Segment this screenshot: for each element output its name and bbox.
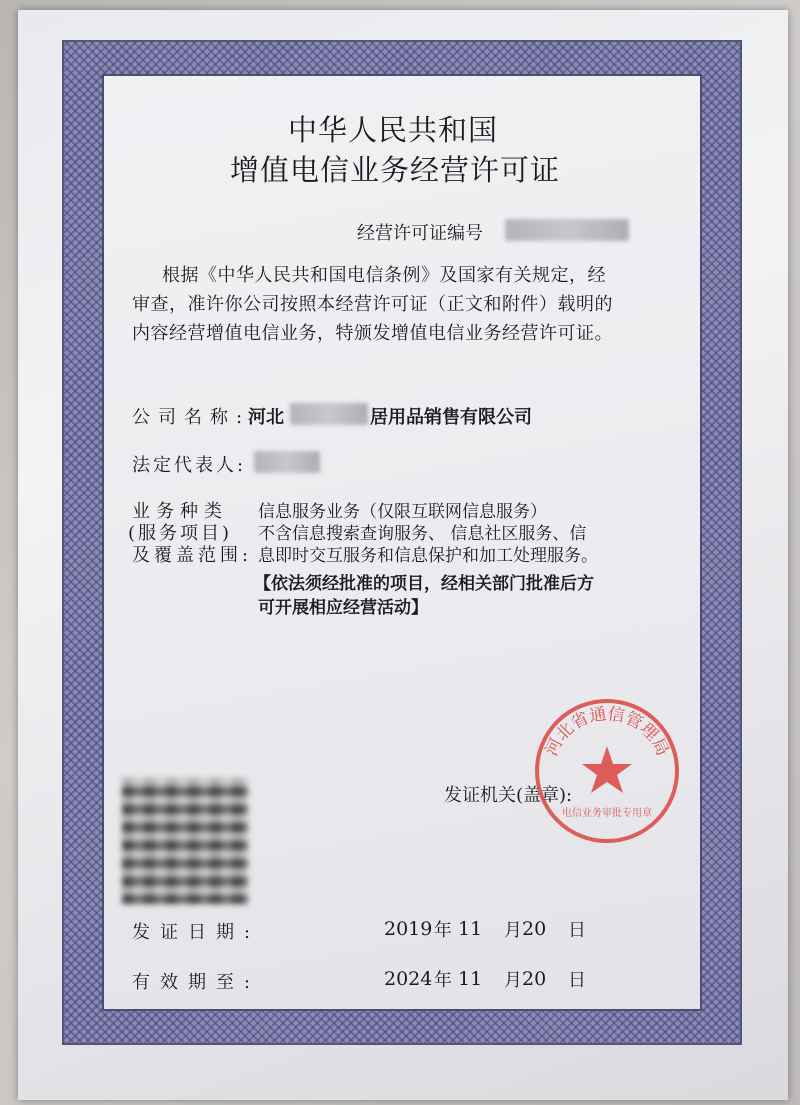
valid-until-label: 有效期至: [132,972,261,993]
valid-until-year: 2024 [384,968,433,990]
paragraph-line-1: 根据《中华人民共和国电信条例》及国家有关规定，经 [162,265,606,286]
issue-date-month: 11 [458,918,483,940]
issue-date-day: 20 [522,918,547,940]
issue-date-year-char: 年 [434,920,452,941]
business-label-line-2: (服务项目) [128,523,233,544]
issue-date-label: 发证日期: [132,922,261,943]
company-name-prefix: 河北 [248,407,284,428]
seal-bottom-text: 电信业务审批专用章 [562,808,652,819]
star-icon [582,746,632,793]
business-label-line-1: 业务种类 [132,501,228,522]
title-line-1: 中华人民共和国 [288,113,499,147]
valid-until-month-char: 月 [504,970,522,991]
business-scope-line-3: 息即时交互服务和信息保护和加工处理服务。 [258,546,598,566]
company-name-suffix: 居用品销售有限公司 [370,407,532,428]
issue-date-month-char: 月 [504,920,522,941]
business-scope-line-4: 【依法须经批准的项目，经相关部门批准后方 [254,574,594,594]
business-label-line-3: 及覆盖范围: [132,545,253,566]
official-seal [532,696,682,846]
business-scope-line-5: 可开展相应经营活动】 [258,598,428,618]
issue-date-year: 2019 [384,918,433,940]
title-line-2: 增值电信业务经营许可证 [230,153,561,187]
license-number-redacted [505,219,629,241]
business-scope-line-1: 信息服务业务（仅限互联网信息服务） [258,502,547,522]
issue-date-day-char: 日 [568,920,586,941]
valid-until-year-char: 年 [434,970,452,991]
seal-arc-text: 河北省通信管理局 [541,704,673,760]
company-name-redacted [290,403,368,425]
business-scope-line-2: 不含信息搜索查询服务、 信息社区服务、信 [258,524,587,544]
legal-rep-label: 法定代表人: [132,455,247,476]
valid-until-month: 11 [458,968,483,990]
company-name-label: 公司名称: [132,407,251,428]
license-number-label: 经营许可证编号 [357,223,483,244]
qr-code-redacted [122,778,248,904]
paragraph-line-3: 内容经营增值电信业务，特颁发增值电信业务经营许可证。 [132,323,613,344]
valid-until-day-char: 日 [568,970,586,991]
legal-rep-redacted [254,451,320,473]
issuing-authority-label: 发证机关(盖章): [444,785,573,806]
valid-until-day: 20 [522,968,547,990]
paragraph-line-2: 审查，准许你公司按照本经营许可证（正文和附件）载明的 [132,294,613,315]
